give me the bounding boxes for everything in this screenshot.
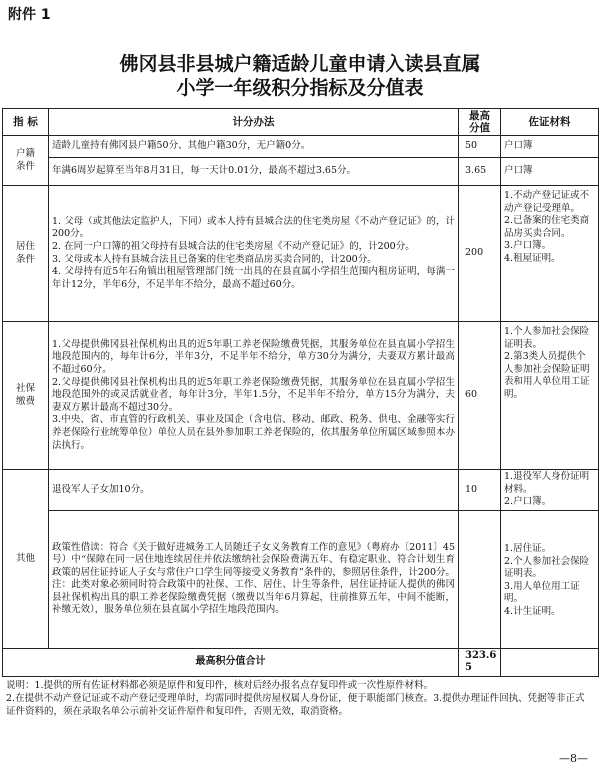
indicator-juzhu: 居住 条件 (3, 186, 49, 322)
materials-qita-2: 1.居住证。 2.个人参加社会保险证明表。 3.用人单位用工证明。 4.计生证明。 (501, 510, 599, 648)
materials-huji-1: 户口簿 (501, 136, 599, 158)
header-method: 计分办法 (49, 109, 459, 136)
header-indicator: 指 标 (3, 109, 49, 136)
note-1: 说明：1.提供的所有佐证材料都必须是原件和复印件，核对后经办报名点存复印件或一次性原件材料。 (6, 680, 434, 691)
notes (6, 679, 594, 718)
attachment-label: 附件 1 (8, 7, 51, 23)
score-huji-1: 50 (459, 136, 501, 158)
indicator-qita: 其他 (3, 470, 49, 649)
title-line-1: 佛冈县非县城户籍适龄儿童申请入读县直属 (119, 53, 481, 75)
materials-qita-1: 1.退役军人身份证明材料。 2.户口簿。 (501, 470, 599, 511)
materials-huji-2: 户口簿 (501, 158, 599, 186)
total-empty (501, 648, 599, 676)
table-row (3, 158, 599, 186)
method-huji-2: 年满6周岁起算至当年8月31日，每一天计0.01分，最高不超过3.65分。 (49, 158, 459, 186)
table-row (3, 470, 599, 511)
materials-shebao: 1.个人参加社会保险证明表。 2.第3类人员提供个人参加社会保险证明表和用人单位用工证明。 (501, 322, 599, 470)
total-value: 323.65 (459, 648, 501, 676)
header-materials: 佐证材料 (501, 109, 599, 136)
method-juzhu: 1. 父母（或其他法定监护人，下同）或本人持有县城合法的住宅类房屋《不动产登记证》的，计200分。 2. 在同一户口簿的祖父母持有县城合法的住宅类房屋《不动产登记证》的，计200分。 3. 父母或本人持有县城合法且已备案的住宅类商品房买卖合同的，计200分。 4. 父母持有近5年石角镇出租屋管理部门统一出具的在县直属小学招生范围内租房证明，每满一年计12分，半年6分，不足半年不给分，最高不超过60分。 (49, 186, 459, 322)
page-number: —8— (559, 752, 588, 765)
score-table (2, 108, 599, 677)
method-shebao: 1.父母提供佛冈县社保机构出具的近5年职工养老保险缴费凭据，其服务单位在县直属小学招生地段范围内的，每年计6分，半年3分，不足半年不给分，单方30分为满分，夫妻双方累计最高不超过60分。 2.父母提供佛冈县社保机构出具的近5年职工养老保险缴费凭据，其服务单位在县直属小学招生地段范围外的或灵活就业者，每年计3分，半年1.5分，不足半年不给分，单方15分为满分，夫妻双方累计最高不超过30分。 3.中央、省、市直管的行政机关、事业及国企（含电信、移动、邮政、税务、供电、金融等实行养老保险行业统筹单位）单位人员在县外参加职工养老保险的，依其服务单位所属区域参照本办法执行。 (49, 322, 459, 470)
table-row (3, 322, 599, 470)
table-row (3, 186, 599, 322)
method-huji-1: 适龄儿童持有佛冈县户籍50分、其他户籍30分，无户籍0分。 (49, 136, 459, 158)
total-row (3, 648, 599, 676)
materials-juzhu: 1.不动产登记证或不动产登记受理单。 2.已备案的住宅类商品房买卖合同。 3.户口簿。 4.租屋证明。 (501, 186, 599, 322)
score-qita-1: 10 (459, 470, 501, 511)
indicator-huji: 户籍 条件 (3, 136, 49, 186)
score-huji-2: 3.65 (459, 158, 501, 186)
score-shebao: 60 (459, 322, 501, 470)
title-line-2: 小学一年级积分指标及分值表 (176, 77, 424, 99)
method-qita-2: 政策性借读：符合《关于做好进城务工人员随迁子女义务教育工作的意见》（粤府办〔2011〕45号）中“保障在同一居住地连续居住并依法缴纳社会保险费满五年、有稳定职业、符合计划生育政策的居住证持证人子女与常住户口学生同等接受义务教育”条件的，参照居住条件，计200分。 注：此类对象必须同时符合政策中的社保、工作、居住、计生等条件，居住证持证人提供的佛冈县社保机构出具的职工养老保险缴费凭据（缴费以当年6月算起，往前推算五年，中间不能断，补缴无效），服务单位须在县直属小学招生地段范围内。 (49, 510, 459, 648)
table-header-row (3, 109, 599, 136)
page-title (0, 52, 600, 100)
table-row (3, 510, 599, 648)
note-2: 2.在提供不动产登记证或不动产登记受理单时，均需同时提供房屋权属人身份证，便于职能部门核查。3.提供办理证件回执、凭据等非正式证件资料的，须在录取名单公示前补交证件原件和复印件，否则无效，取消资格。 (6, 693, 585, 717)
method-qita-1: 退役军人子女加10分。 (49, 470, 459, 511)
score-juzhu: 200 (459, 186, 501, 322)
header-max-score: 最高 分值 (459, 109, 501, 136)
total-label: 最高积分值合计 (3, 648, 459, 676)
score-qita-2 (459, 510, 501, 648)
table-row (3, 136, 599, 158)
indicator-shebao: 社保 缴费 (3, 322, 49, 470)
